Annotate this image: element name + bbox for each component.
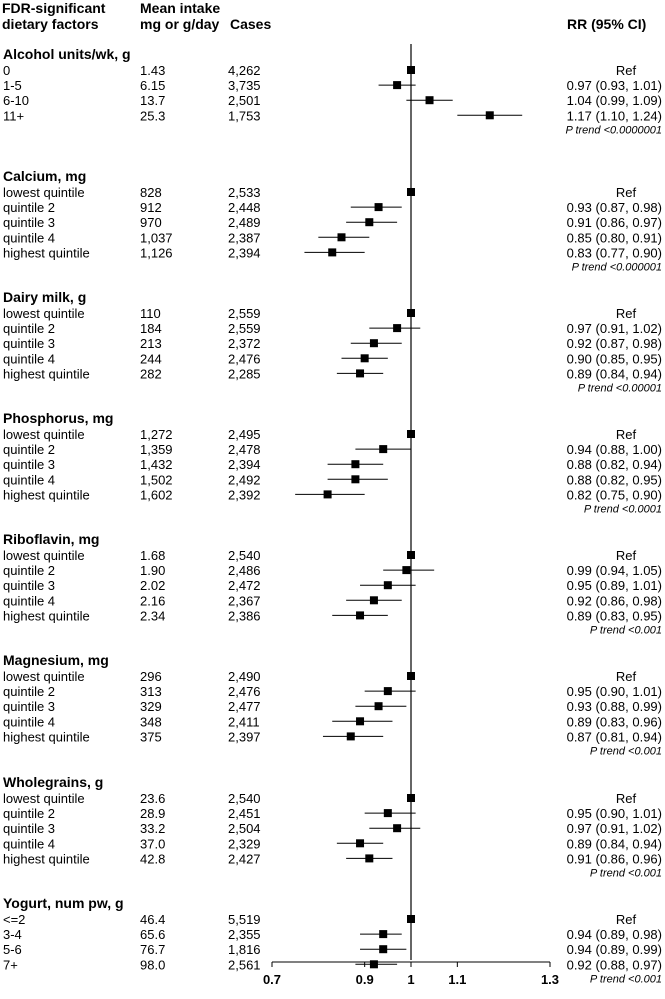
row-intake: 2.02: [140, 578, 166, 594]
rr-marker: [402, 566, 410, 574]
row-intake: 98.0: [140, 957, 166, 973]
row-label: quintile 4: [3, 836, 56, 852]
rr-marker: [393, 324, 401, 332]
row-label: quintile 4: [3, 593, 56, 609]
row-label: highest quintile: [3, 851, 90, 867]
row-intake: 2.34: [140, 608, 166, 624]
row-cases: 5,519: [228, 912, 261, 927]
rr-column-header: RR (95% CI): [567, 16, 647, 32]
p-trend: P trend <0.00001: [577, 382, 662, 395]
row-cases: 2,392: [228, 487, 261, 503]
row-label: quintile 2: [3, 806, 56, 822]
row-cases: 2,285: [228, 366, 261, 382]
rr-marker: [328, 248, 336, 256]
intake-header-line2: mg or g/day: [140, 16, 220, 32]
row-label: quintile 4: [3, 351, 56, 367]
row-rr-text: 0.88 (0.82, 0.94): [566, 457, 662, 473]
rr-marker: [379, 930, 387, 938]
intake-header-line1: Mean intake: [140, 0, 221, 16]
row-intake: 110: [140, 306, 161, 321]
row-label: lowest quintile: [3, 427, 85, 442]
row-rr-text: 0.89 (0.84, 0.94): [566, 836, 662, 852]
row-cases: 2,559: [228, 321, 261, 337]
row-cases: 2,540: [228, 548, 261, 563]
group-title: Yogurt, num pw, g: [3, 895, 124, 911]
row-intake: 6.15: [140, 78, 166, 94]
row-cases: 2,394: [228, 457, 261, 473]
row-intake: 348: [140, 714, 162, 730]
rr-marker: [351, 460, 359, 468]
row-intake: 1,432: [140, 457, 173, 473]
rr-marker: [375, 203, 383, 211]
row-rr-text: 0.87 (0.81, 0.94): [566, 729, 662, 745]
row-intake: 33.2: [140, 821, 166, 837]
row-cases: 2,451: [228, 806, 261, 822]
row-label: highest quintile: [3, 245, 90, 261]
rr-marker: [361, 354, 369, 362]
row-cases: 2,367: [228, 593, 261, 609]
x-tick-label: 0.7: [262, 972, 282, 987]
row-cases: 2,478: [228, 442, 261, 458]
row-rr-text: Ref: [615, 791, 637, 806]
row-label: quintile 2: [3, 442, 56, 458]
row-rr-text: Ref: [615, 185, 637, 200]
row-cases: 2,387: [228, 230, 261, 246]
row-label: 6-10: [3, 93, 30, 109]
x-tick-label: 1: [407, 972, 415, 987]
row-rr-text: 0.89 (0.83, 0.95): [566, 608, 662, 624]
row-intake: 375: [140, 729, 162, 745]
row-label: lowest quintile: [3, 669, 85, 684]
row-rr-text: 0.95 (0.90, 1.01): [566, 684, 662, 700]
row-cases: 2,397: [228, 729, 261, 745]
rr-marker: [375, 702, 383, 710]
rr-marker: [407, 309, 415, 317]
row-label: 3-4: [3, 927, 22, 943]
row-cases: 1,816: [228, 942, 261, 958]
row-intake: 1,037: [140, 230, 173, 246]
row-cases: 2,501: [228, 93, 261, 109]
row-intake: 76.7: [140, 942, 166, 958]
row-rr-text: 0.94 (0.89, 0.99): [566, 942, 662, 958]
row-label: quintile 4: [3, 714, 56, 730]
row-intake: 329: [140, 699, 162, 715]
rr-marker: [393, 81, 401, 89]
row-rr-text: 0.88 (0.82, 0.95): [566, 472, 662, 488]
row-cases: 2,329: [228, 836, 261, 852]
row-cases: 4,262: [228, 63, 261, 78]
rr-marker: [379, 445, 387, 453]
row-rr-text: Ref: [615, 306, 637, 321]
row-label: 5-6: [3, 942, 22, 958]
row-rr-text: 0.92 (0.88, 0.97): [566, 957, 662, 973]
row-label: <=2: [3, 912, 26, 927]
rr-marker: [351, 475, 359, 483]
row-label: quintile 3: [3, 215, 56, 231]
row-rr-text: Ref: [615, 669, 637, 684]
row-label: quintile 3: [3, 699, 56, 715]
row-intake: 244: [140, 351, 162, 367]
row-intake: 65.6: [140, 927, 166, 943]
group-title: Calcium, mg: [3, 168, 87, 184]
row-rr-text: 0.89 (0.83, 0.96): [566, 714, 662, 730]
group-title: Wholegrains, g: [3, 774, 104, 790]
row-cases: 2,489: [228, 215, 261, 231]
row-label: quintile 2: [3, 200, 56, 216]
row-rr-text: 0.97 (0.91, 1.02): [566, 321, 662, 337]
row-label: 11+: [3, 108, 25, 124]
p-trend: P trend <0.000001: [571, 261, 662, 274]
p-trend: P trend <0.001: [589, 745, 662, 758]
row-rr-text: 1.17 (1.10, 1.24): [566, 108, 662, 124]
rr-marker: [379, 945, 387, 953]
group-title: Dairy milk, g: [3, 289, 87, 305]
rr-marker: [356, 369, 364, 377]
group-title: Magnesium, mg: [3, 652, 109, 668]
row-cases: 2,448: [228, 200, 261, 216]
rr-marker: [384, 809, 392, 817]
row-intake: 912: [140, 200, 162, 216]
rr-marker: [407, 188, 415, 196]
row-rr-text: 0.85 (0.80, 0.91): [566, 230, 662, 246]
p-trend: P trend <0.0000001: [565, 124, 662, 137]
row-label: 0: [3, 63, 11, 78]
row-rr-text: 0.94 (0.88, 1.00): [566, 442, 662, 458]
row-intake: 1.68: [140, 548, 166, 563]
rr-marker: [356, 839, 364, 847]
row-rr-text: 0.89 (0.84, 0.94): [566, 366, 662, 382]
rr-marker: [365, 218, 373, 226]
row-intake: 2.16: [140, 593, 166, 609]
row-label: quintile 3: [3, 578, 56, 594]
row-intake: 13.7: [140, 93, 166, 109]
row-label: quintile 4: [3, 230, 56, 246]
rr-marker: [407, 430, 415, 438]
row-rr-text: 1.04 (0.99, 1.09): [566, 93, 662, 109]
rr-marker: [407, 551, 415, 559]
row-cases: 2,492: [228, 472, 261, 488]
row-intake: 828: [140, 185, 162, 200]
row-intake: 1,126: [140, 245, 173, 261]
row-rr-text: Ref: [615, 63, 637, 78]
row-rr-text: Ref: [615, 427, 637, 442]
group-title: Alcohol units/wk, g: [3, 46, 131, 62]
rr-marker: [393, 824, 401, 832]
row-rr-text: Ref: [615, 912, 637, 927]
row-rr-text: 0.95 (0.89, 1.01): [566, 578, 662, 594]
row-rr-text: 0.90 (0.85, 0.95): [566, 351, 662, 367]
row-cases: 2,472: [228, 578, 261, 594]
row-cases: 2,355: [228, 927, 261, 943]
rr-marker: [384, 687, 392, 695]
row-rr-text: 0.93 (0.88, 0.99): [566, 699, 662, 715]
row-cases: 2,540: [228, 791, 261, 806]
row-label: lowest quintile: [3, 791, 85, 806]
factor-header-line2: dietary factors: [2, 16, 99, 32]
row-intake: 1.90: [140, 563, 166, 579]
row-intake: 213: [140, 336, 162, 352]
row-intake: 1.43: [140, 63, 166, 78]
row-intake: 23.6: [140, 791, 166, 806]
row-cases: 2,476: [228, 351, 261, 367]
row-rr-text: 0.91 (0.86, 0.97): [566, 215, 662, 231]
row-cases: 3,735: [228, 78, 261, 94]
row-label: 1-5: [3, 78, 22, 94]
row-label: quintile 3: [3, 457, 56, 473]
row-intake: 1,359: [140, 442, 173, 458]
row-cases: 2,490: [228, 669, 261, 684]
rr-marker: [347, 732, 355, 740]
x-tick-label: 0.9: [355, 972, 374, 987]
rr-marker: [407, 794, 415, 802]
row-intake: 313: [140, 684, 162, 700]
row-label: quintile 4: [3, 472, 56, 488]
rr-marker: [407, 915, 415, 923]
row-rr-text: 0.97 (0.91, 1.02): [566, 821, 662, 837]
row-rr-text: 0.93 (0.87, 0.98): [566, 200, 662, 216]
row-intake: 1,602: [140, 487, 173, 503]
row-intake: 1,272: [140, 427, 173, 442]
x-tick-label: 1.3: [540, 972, 560, 987]
p-trend: P trend <0.001: [589, 624, 662, 637]
row-rr-text: 0.97 (0.93, 1.01): [566, 78, 662, 94]
row-cases: 2,559: [228, 306, 261, 321]
row-cases: 2,561: [228, 957, 261, 973]
row-label: quintile 2: [3, 684, 56, 700]
rr-marker: [384, 581, 392, 589]
row-cases: 2,427: [228, 851, 261, 867]
row-label: highest quintile: [3, 487, 90, 503]
row-intake: 25.3: [140, 108, 166, 124]
rr-marker: [426, 96, 434, 104]
p-trend: P trend <0.0001: [583, 503, 662, 516]
rr-marker: [370, 596, 378, 604]
rr-marker: [486, 111, 494, 119]
row-rr-text: 0.91 (0.86, 0.96): [566, 851, 662, 867]
row-rr-text: 0.99 (0.94, 1.05): [566, 563, 662, 579]
row-cases: 2,533: [228, 185, 261, 200]
row-rr-text: 0.95 (0.90, 1.01): [566, 806, 662, 822]
row-cases: 2,411: [228, 714, 260, 730]
row-rr-text: 0.92 (0.86, 0.98): [566, 593, 662, 609]
rr-marker: [356, 717, 364, 725]
rr-marker: [407, 66, 415, 74]
cases-column-header: Cases: [230, 16, 272, 32]
row-label: lowest quintile: [3, 185, 85, 200]
x-tick-label: 1.1: [448, 972, 467, 987]
row-intake: 28.9: [140, 806, 166, 822]
row-label: quintile 2: [3, 321, 56, 337]
rr-marker: [324, 490, 332, 498]
row-intake: 46.4: [140, 912, 166, 927]
row-intake: 1,502: [140, 472, 173, 488]
row-intake: 282: [140, 366, 162, 382]
row-rr-text: 0.83 (0.77, 0.90): [566, 245, 662, 261]
rr-marker: [370, 339, 378, 347]
rr-marker: [338, 233, 346, 241]
row-label: lowest quintile: [3, 306, 85, 321]
row-intake: 296: [140, 669, 162, 684]
rr-marker: [407, 672, 415, 680]
row-cases: 2,386: [228, 608, 261, 624]
row-label: quintile 3: [3, 336, 56, 352]
row-cases: 1,753: [228, 108, 261, 124]
p-trend: P trend <0.001: [589, 867, 662, 880]
rr-marker: [356, 611, 364, 619]
row-cases: 2,477: [228, 699, 261, 715]
rr-marker: [365, 854, 373, 862]
row-label: highest quintile: [3, 729, 90, 745]
row-label: highest quintile: [3, 366, 90, 382]
row-label: quintile 2: [3, 563, 56, 579]
row-cases: 2,372: [228, 336, 261, 352]
row-intake: 42.8: [140, 851, 166, 867]
row-cases: 2,394: [228, 245, 261, 261]
row-cases: 2,504: [228, 821, 261, 837]
row-cases: 2,486: [228, 563, 261, 579]
row-rr-text: Ref: [615, 548, 637, 563]
row-label: lowest quintile: [3, 548, 85, 563]
row-label: highest quintile: [3, 608, 90, 624]
row-cases: 2,476: [228, 684, 261, 700]
row-intake: 184: [140, 321, 162, 337]
row-rr-text: 0.82 (0.75, 0.90): [566, 487, 662, 503]
p-trend: P trend <0.001: [589, 973, 662, 986]
row-cases: 2,495: [228, 427, 261, 442]
row-label: quintile 3: [3, 821, 56, 837]
row-rr-text: 0.92 (0.87, 0.98): [566, 336, 662, 352]
group-title: Phosphorus, mg: [3, 410, 114, 426]
row-intake: 970: [140, 215, 162, 231]
row-label: 7+: [3, 957, 18, 973]
row-intake: 37.0: [140, 836, 166, 852]
factor-header-line1: FDR-significant: [2, 0, 106, 16]
row-rr-text: 0.94 (0.89, 0.98): [566, 927, 662, 943]
group-title: Riboflavin, mg: [3, 531, 100, 547]
